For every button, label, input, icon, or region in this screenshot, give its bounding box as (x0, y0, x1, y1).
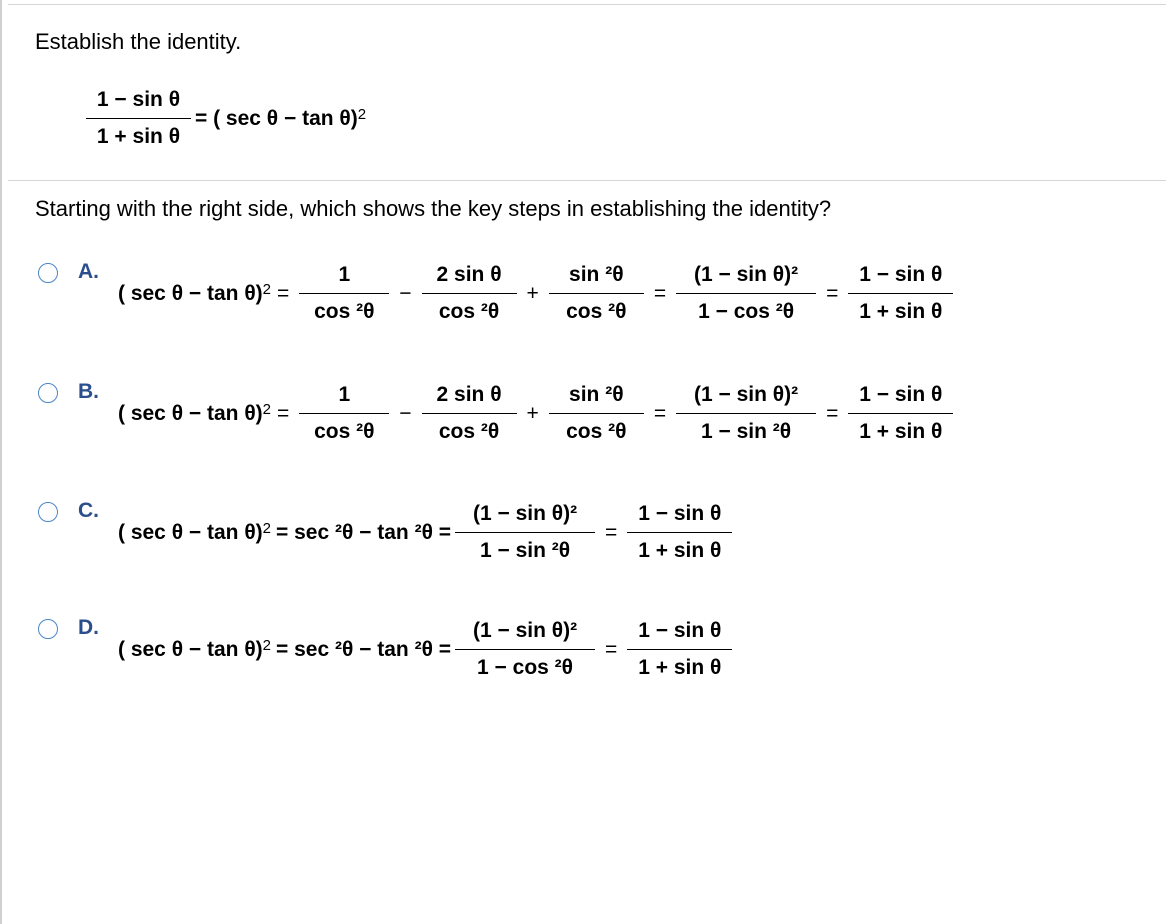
term-denominator: 1 + sin θ (848, 413, 953, 444)
option-a-lhs: ( sec θ − tan θ) (118, 281, 263, 305)
term-denominator: cos ²θ (299, 293, 389, 324)
option-d-middle: = sec ²θ − tan ²θ = (276, 637, 452, 661)
option-letter-c: C. (78, 499, 99, 522)
option-letter-a: A. (78, 260, 99, 283)
option-a-term-1 (299, 263, 389, 324)
identity-equation (82, 88, 366, 149)
radio-button-a[interactable] (38, 263, 58, 283)
equals-sign: = (605, 637, 618, 661)
equals-sign: = (277, 401, 290, 425)
term-numerator: sin ²θ (569, 383, 624, 406)
option-a-term-2 (422, 263, 517, 324)
plus-sign: + (526, 401, 539, 425)
option-b-term-1 (299, 383, 389, 444)
identity-rhs-exponent: 2 (357, 106, 367, 123)
option-d-expression (118, 619, 736, 680)
term-denominator: cos ²θ (422, 413, 517, 444)
term-numerator: (1 − sin θ)² (472, 502, 578, 525)
term-denominator: 1 − sin ²θ (676, 413, 816, 444)
prompt-text: Establish the identity. (35, 29, 242, 54)
option-b-lhs: ( sec θ − tan θ) (118, 401, 263, 425)
option-d-lhs-exponent: 2 (262, 637, 272, 654)
equals-sign: = (826, 401, 839, 425)
section-divider (8, 180, 1166, 181)
equals-sign: = (277, 281, 290, 305)
option-c-expression (118, 502, 736, 563)
option-b[interactable] (38, 380, 1038, 473)
plus-sign: + (526, 281, 539, 305)
identity-lhs-denominator: 1 + sin θ (86, 118, 191, 149)
term-denominator: cos ²θ (299, 413, 389, 444)
term-denominator: 1 − cos ²θ (676, 293, 816, 324)
equals-sign: = (653, 401, 667, 425)
option-a-term-3 (549, 263, 644, 324)
left-border (0, 0, 2, 924)
option-a-expression (118, 263, 957, 324)
option-d-lhs: ( sec θ − tan θ) (118, 637, 263, 661)
option-c-middle: = sec ²θ − tan ²θ = (276, 520, 452, 544)
term-numerator: 2 sin θ (436, 383, 502, 406)
option-a[interactable] (38, 260, 1038, 353)
option-b-term-2 (422, 383, 517, 444)
option-b-term-5 (848, 383, 953, 444)
option-b-term-4 (676, 383, 816, 444)
term-numerator: 2 sin θ (436, 263, 502, 286)
term-numerator: (1 − sin θ)² (694, 263, 799, 286)
identity-lhs-fraction (86, 88, 191, 149)
term-denominator: 1 − sin ²θ (455, 532, 595, 563)
term-denominator: 1 + sin θ (627, 532, 732, 563)
term-denominator: cos ²θ (422, 293, 517, 324)
minus-sign: − (399, 281, 412, 305)
option-c-term-4 (455, 502, 595, 563)
term-numerator: (1 − sin θ)² (472, 619, 578, 642)
question-text: Starting with the right side, which shows the key steps in establishing the identity? (35, 196, 832, 221)
equals-sign: = (653, 281, 667, 305)
term-numerator: 1 − sin θ (859, 263, 943, 286)
radio-button-b[interactable] (38, 383, 58, 403)
option-d-term-5 (627, 619, 732, 680)
equals-sign: = (826, 281, 839, 305)
radio-button-c[interactable] (38, 502, 58, 522)
identity-rhs: = ( sec θ − tan θ) (195, 106, 358, 130)
option-d[interactable] (38, 616, 1038, 709)
option-c-term-5 (627, 502, 732, 563)
term-denominator: 1 + sin θ (627, 649, 732, 680)
term-numerator: 1 (338, 383, 351, 406)
term-numerator: (1 − sin θ)² (694, 383, 799, 406)
option-b-expression (118, 383, 957, 444)
term-denominator: 1 − cos ²θ (455, 649, 595, 680)
option-letter-d: D. (78, 616, 99, 639)
term-denominator: cos ²θ (549, 293, 644, 324)
term-denominator: 1 + sin θ (848, 293, 953, 324)
option-c-lhs: ( sec θ − tan θ) (118, 520, 263, 544)
term-numerator: sin ²θ (569, 263, 624, 286)
option-c-lhs-exponent: 2 (262, 520, 272, 537)
identity-lhs-numerator: 1 − sin θ (96, 88, 181, 111)
term-numerator: 1 − sin θ (638, 502, 722, 525)
term-denominator: cos ²θ (549, 413, 644, 444)
term-numerator: 1 − sin θ (859, 383, 943, 406)
option-b-term-3 (549, 383, 644, 444)
top-divider (8, 4, 1166, 5)
option-b-lhs-exponent: 2 (262, 401, 272, 418)
term-numerator: 1 (338, 263, 351, 286)
radio-button-d[interactable] (38, 619, 58, 639)
option-a-term-4 (676, 263, 816, 324)
term-numerator: 1 − sin θ (638, 619, 722, 642)
option-a-term-5 (848, 263, 953, 324)
option-c[interactable] (38, 499, 1038, 592)
equals-sign: = (605, 520, 618, 544)
minus-sign: − (399, 401, 412, 425)
option-a-lhs-exponent: 2 (262, 281, 272, 298)
option-d-term-4 (455, 619, 595, 680)
option-letter-b: B. (78, 380, 99, 403)
